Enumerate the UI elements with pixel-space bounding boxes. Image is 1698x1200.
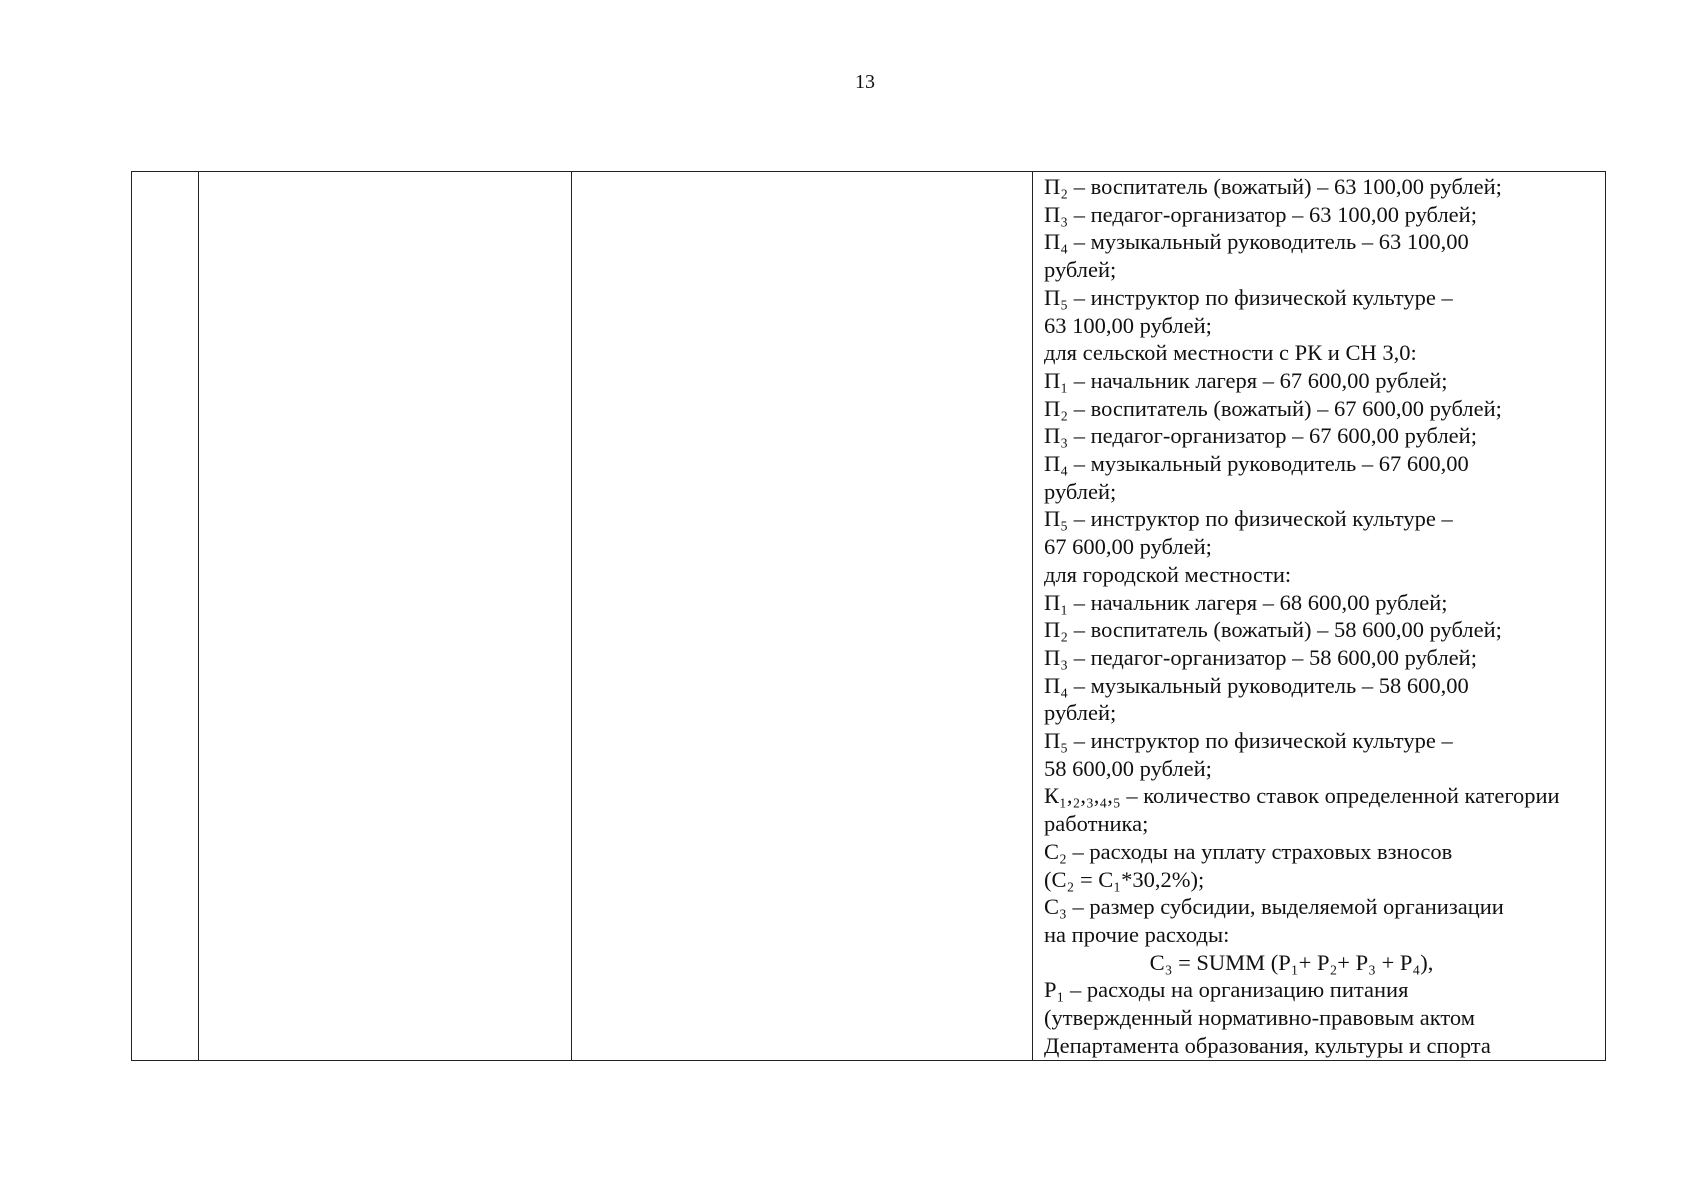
text-line: Департамента образования, культуры и спорта bbox=[1044, 1032, 1491, 1058]
table-cell-name bbox=[199, 172, 572, 1061]
text-line: П₄ – музыкальный руководитель – 67 600,00 bbox=[1044, 451, 1469, 477]
table-cell-description bbox=[572, 172, 1033, 1061]
text-line: (С₂ = С₁*30,2%); bbox=[1044, 866, 1205, 892]
formula-text-block bbox=[1033, 172, 1605, 1060]
text-line: П₅ – инструктор по физической культуре – bbox=[1044, 506, 1453, 532]
table-cell-formula bbox=[1033, 172, 1606, 1061]
text-line: К₁,₂,₃,₄,₅ – количество ставок определенной категории bbox=[1044, 783, 1560, 809]
table-cell-number bbox=[132, 172, 199, 1061]
text-line: рублей; bbox=[1044, 478, 1117, 504]
text-line: (утвержденный нормативно-правовым актом bbox=[1044, 1005, 1475, 1031]
text-line: работника; bbox=[1044, 811, 1149, 837]
text-line: П₃ – педагог-организатор – 63 100,00 рублей; bbox=[1044, 201, 1477, 227]
text-line: П₃ – педагог-организатор – 58 600,00 рублей; bbox=[1044, 644, 1477, 670]
text-line: П₄ – музыкальный руководитель – 63 100,00 bbox=[1044, 229, 1469, 255]
text-line: П₂ – воспитатель (вожатый) – 67 600,00 рублей; bbox=[1044, 395, 1502, 421]
text-line: П₂ – воспитатель (вожатый) – 63 100,00 рублей; bbox=[1044, 174, 1502, 199]
text-line: рублей; bbox=[1044, 700, 1117, 726]
page-number: 13 bbox=[855, 71, 875, 93]
text-line: 67 600,00 рублей; bbox=[1044, 534, 1212, 560]
table-row bbox=[132, 172, 1606, 1061]
text-line: П₁ – начальник лагеря – 68 600,00 рублей; bbox=[1044, 589, 1448, 615]
text-line: П₁ – начальник лагеря – 67 600,00 рублей; bbox=[1044, 367, 1448, 393]
continuation-table bbox=[131, 171, 1606, 1061]
text-line: 58 600,00 рублей; bbox=[1044, 755, 1212, 781]
text-line: П₃ – педагог-организатор – 67 600,00 рублей; bbox=[1044, 423, 1477, 449]
formula-line: С₃ = SUMM (Р₁+ Р₂+ Р₃ + Р₄), bbox=[1149, 949, 1434, 975]
text-line: П₄ – музыкальный руководитель – 58 600,00 bbox=[1044, 672, 1469, 698]
text-line: С₂ – расходы на уплату страховых взносов bbox=[1044, 838, 1453, 864]
text-line: Р₁ – расходы на организацию питания bbox=[1044, 977, 1409, 1003]
text-line: на прочие расходы: bbox=[1044, 921, 1230, 947]
text-line: для городской местности: bbox=[1044, 561, 1292, 587]
text-line: для сельской местности с РК и СН 3,0: bbox=[1044, 340, 1417, 366]
text-line: П₂ – воспитатель (вожатый) – 58 600,00 рублей; bbox=[1044, 617, 1502, 643]
text-line: П₅ – инструктор по физической культуре – bbox=[1044, 728, 1453, 754]
text-line: П₅ – инструктор по физической культуре – bbox=[1044, 284, 1453, 310]
text-line: С₃ – размер субсидии, выделяемой организации bbox=[1044, 894, 1504, 920]
text-line: 63 100,00 рублей; bbox=[1044, 312, 1212, 338]
text-line: рублей; bbox=[1044, 257, 1117, 283]
